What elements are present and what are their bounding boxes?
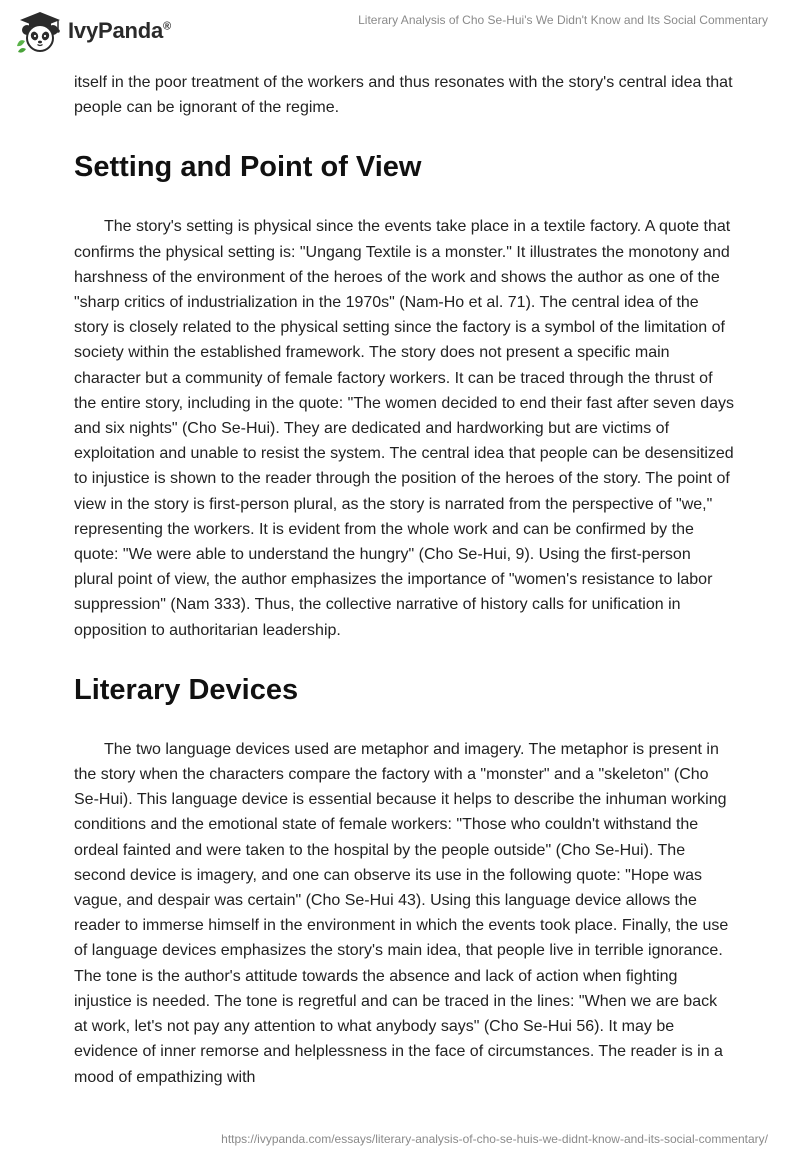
essay-body [74, 70, 734, 1090]
page-header [0, 0, 800, 64]
heading-literary-devices: Literary Devices [74, 673, 299, 706]
source-url[interactable]: https://ivypanda.com/essays/literary-analysis-of-cho-se-huis-we-didnt-know-and-its-social-commentary/ [221, 1132, 768, 1146]
literary-devices-paragraph: The two language devices used are metaphor and imagery. The metaphor is present in the story when the characters compare the factory with a "monster" and a "skeleton" (Cho Se-Hui). This language device is essential because it helps to describe the inhuman working conditions and the emotional state of female workers: "Those who couldn't withstand the ordeal fainted and were taken to the hospital by the people outside" (Cho Se-Hui). The second device is imagery, and one can observe its use in the following quote: "Hope was vague, and despair was certain" (Cho Se-Hui 43). Using this language device allows the reader to immerse himself in the environment in which the events took place. Finally, the use of language devices emphasizes the story's main idea, that people live in terrible ignorance. The tone is the author's attitude towards the absence and lack of action when fighting injustice is needed. The tone is regretful and can be traced in the lines: "When we are back at work, let's not pay any attention to what anybody says" (Cho Se-Hui 56). It may be evidence of inner remorse and helplessness in the face of circumstances. The reader is in a mood of empathizing with [74, 740, 729, 1086]
document-title: Literary Analysis of Cho Se-Hui's We Didn't Know and Its Social Commentary [358, 13, 768, 27]
brand-name: IvyPanda® [68, 18, 171, 43]
setting-paragraph: The story's setting is physical since the events take place in a textile factory. A quote that confirms the physical setting is: "Ungang Textile is a monster." It illustrates the monotony and harshness of the environment of the heroes of the work and shows the author as one of the "sharp critics of industrialization in the 1970s" (Nam-Ho et al. 71). The central idea of the story is closely related to the physical setting since the factory is a symbol of the limitation of society within the established framework. The story does not present a specific main character but a community of female factory workers. It can be traced through the thrust of the entire story, including in the quote: "The women decided to end their fast after seven days and six nights" (Cho Se-Hui). They are dedicated and hardworking but are victims of exploitation and unable to resist the system. The central idea that people can be desensitized to injustice is shown to the reader through the position of the heroes of the story. The point of view in the story is first-person plural, as the story is narrated from the perspective of "we," representing the workers. It is evident from the whole work and can be confirmed by the quote: "We were able to understand the hungry" (Cho Se-Hui, 9). Using the first-person plural point of view, the author emphasizes the importance of "women's resistance to labor suppression" (Nam 333). Thus, the collective narrative of history calls for unification in opposition to authoritarian leadership. [74, 218, 734, 639]
panda-graduate-icon [14, 8, 64, 54]
ivypanda-logo[interactable] [14, 8, 171, 54]
intro-paragraph: itself in the poor treatment of the workers and thus resonates with the story's central idea that people can be ignorant of the regime. [74, 74, 733, 117]
heading-setting-and-point-of-view: Setting and Point of View [74, 151, 422, 184]
registered-mark: ® [163, 20, 171, 33]
